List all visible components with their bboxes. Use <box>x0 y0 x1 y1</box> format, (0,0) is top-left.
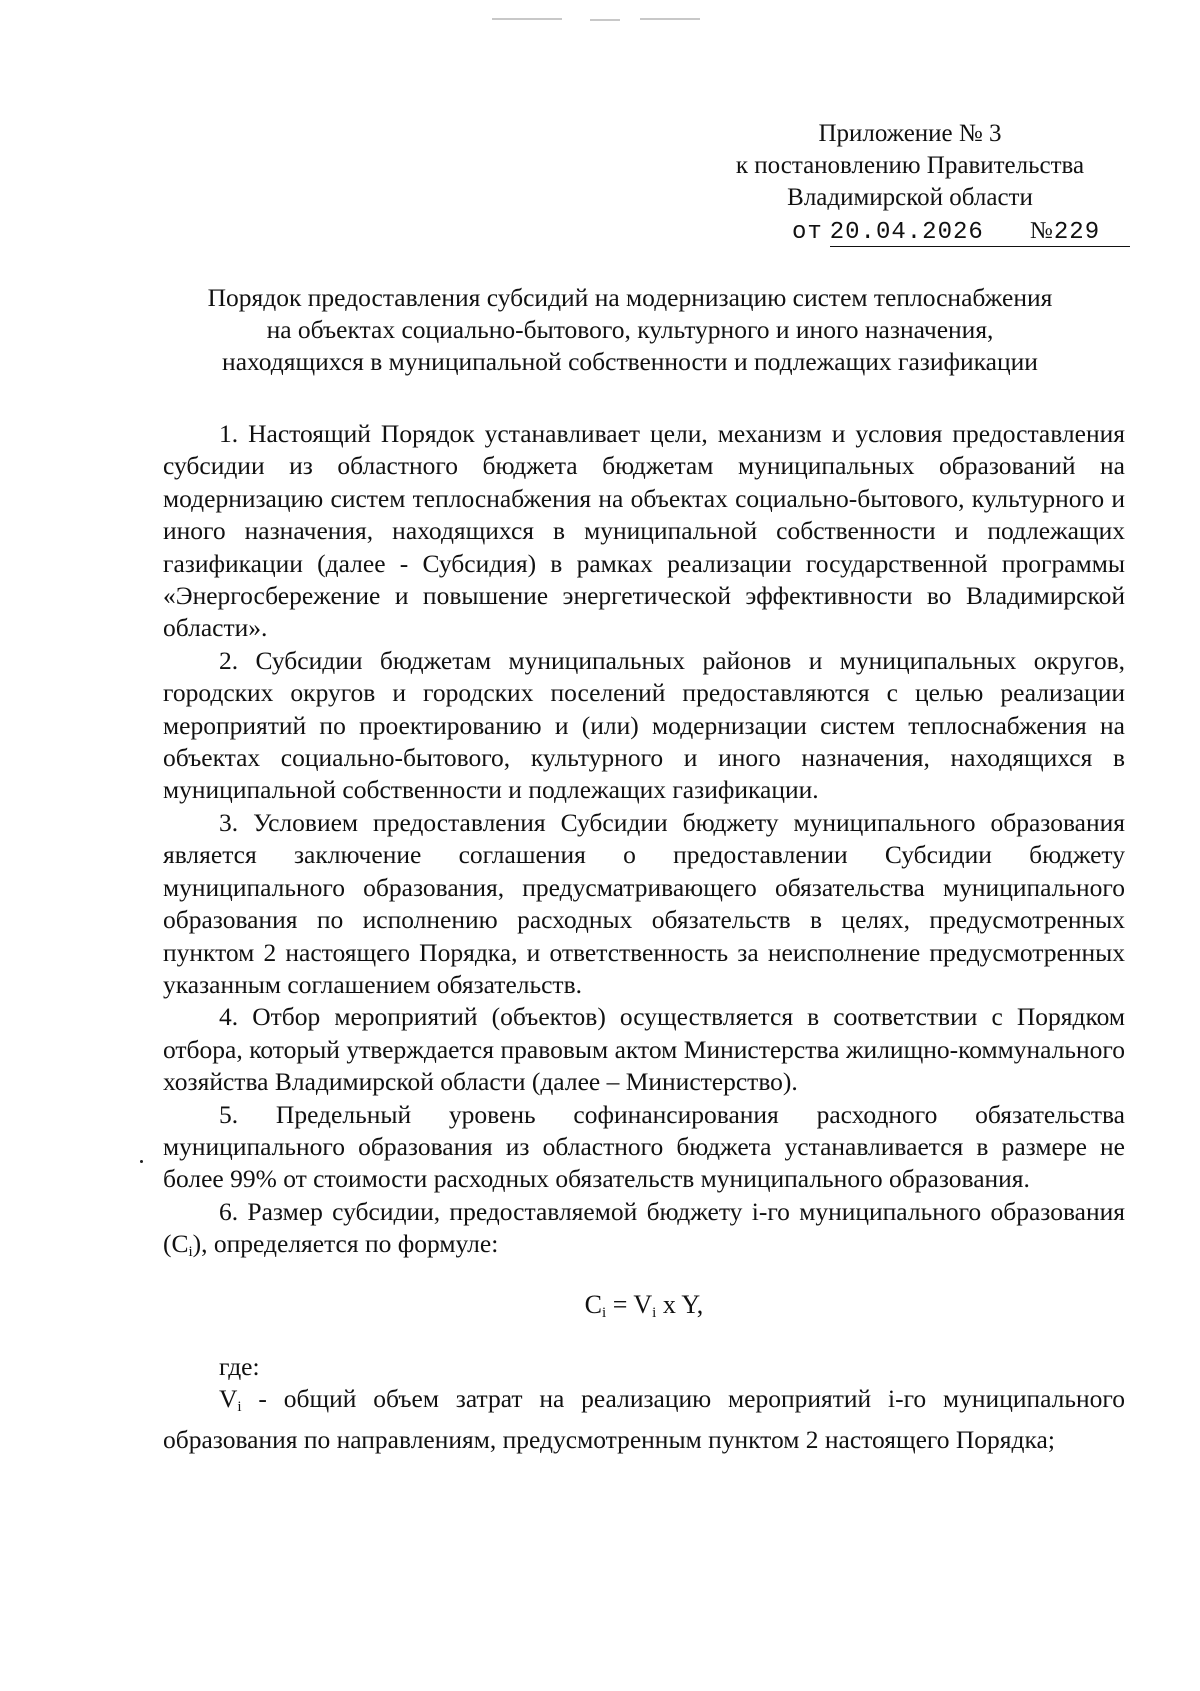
number-prefix: № <box>1030 218 1054 244</box>
scan-artifact <box>640 18 700 20</box>
date-value <box>830 220 1030 247</box>
subsidy-formula <box>163 1289 1125 1329</box>
date-prefix: от <box>791 219 823 246</box>
paragraph-6 <box>163 1196 1125 1269</box>
v-symbol: V <box>219 1384 238 1414</box>
paragraph-5: 5. Предельный уровень софинансирования расходного обязательства муниципального образования из областного бюджета устанавливается в размере не более 99% от стоимости расходных обязательств муниципального образования. <box>163 1099 1125 1194</box>
appendix-header <box>690 118 1130 249</box>
title-line-1: Порядок предоставления субсидий на модернизацию систем теплоснабжения <box>207 283 1053 312</box>
decree-reference: к постановлению Правительства <box>735 152 1085 179</box>
scan-artifact <box>590 19 620 21</box>
scan-dot <box>140 1160 143 1163</box>
p6-start: 6. Размер субсидии, предоставляемой бюджету i-го муниципального образования (C <box>163 1196 1125 1259</box>
formula-rest: x Y, <box>656 1289 704 1319</box>
appendix-label: Приложение № 3 <box>818 120 1002 147</box>
formula-eq: = V <box>606 1289 653 1319</box>
date-text: 20.04.2026 <box>829 219 984 246</box>
v-text: - общий объем затрат на реализацию мероприятий i-го муниципального образования по направлениям, предусмотренным пунктом 2 настоящего Порядка; <box>163 1384 1125 1454</box>
date-number-line <box>690 215 1130 249</box>
region-name: Владимирской области <box>787 184 1033 211</box>
formula-v-sub: i <box>652 1304 657 1321</box>
document-body <box>163 418 1125 1456</box>
formula-c-sub: i <box>602 1304 607 1321</box>
formula-c: C <box>584 1289 603 1319</box>
paragraph-1: 1. Настоящий Порядок устанавливает цели, механизм и условия предоставления субсидии из областного бюджета бюджетам муниципальных образований на модернизацию систем теплоснабжения на объектах социально-бытового, культурного и иного назначения, находящихся в муниципальной собственности и подлежащих газификации (далее - Субсидия) в рамках реализации государственной программы «Энергосбережение и повышение энергетической эффективности во Владимирской области». <box>163 419 1125 643</box>
v-subscript: i <box>237 1399 242 1416</box>
title-line-2: на объектах социально-бытового, культурного и иного назначения, <box>266 315 994 344</box>
p6-end: ), определяется по формуле: <box>192 1229 499 1259</box>
number-field <box>1030 218 1130 247</box>
paragraph-3: 3. Условием предоставления Субсидии бюджету муниципального образования является заключение соглашения о предоставлении Субсидии бюджету муниципального образования, предусматривающего обязательства муниципального образования по исполнению расходных обязательств в целях, предусмотренных пунктом 2 настоящего Порядка, и ответственность за неисполнение предусмотренных указанным соглашением обязательств. <box>163 807 1125 999</box>
p6-subscript: i <box>188 1244 193 1261</box>
number-value: 229 <box>1053 219 1101 246</box>
document-title <box>150 282 1110 378</box>
paragraph-2: 2. Субсидии бюджетам муниципальных районов и муниципальных округов, городских округов и городских поселений предоставляются с целью реализации мероприятий по проектированию и (или) модернизации систем теплоснабжения на объектах социально-бытового, культурного и иного назначения, находящихся в муниципальной собственности и подлежащих газификации. <box>163 645 1125 805</box>
scan-artifact <box>492 18 562 20</box>
v-definition <box>163 1383 1125 1456</box>
title-line-3: находящихся в муниципальной собственности и подлежащих газификации <box>222 347 1038 376</box>
where-label: где: <box>219 1351 260 1381</box>
paragraph-4: 4. Отбор мероприятий (объектов) осуществляется в соответствии с Порядком отбора, который утверждается правовым актом Министерства жилищно-коммунального хозяйства Владимирской области (далее – Министерство). <box>163 1002 1125 1097</box>
